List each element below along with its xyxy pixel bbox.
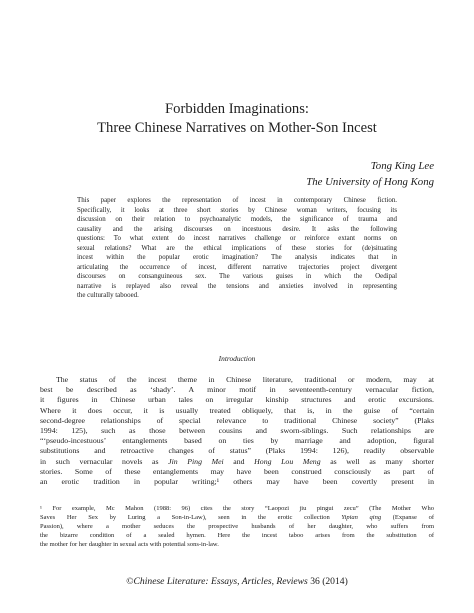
body-line: Where it does occur, it is usually treated obliquely, that is, in the guise of “certain	[40, 405, 434, 415]
abstract-line: discussion on their relation to psychoanalytic models, the significance of trauma and	[77, 216, 397, 223]
body-line: The status of the incest theme in Chinese literature, traditional or modern, may at	[56, 375, 434, 384]
novel-title-hong-lou-meng: Hong Lou Meng	[254, 456, 321, 466]
journal-name: Chinese Literature: Essays, Articles, Reviews	[133, 576, 308, 587]
copyright-symbol: ©	[126, 576, 134, 587]
abstract-line: incest within the popular erotic imagination? The analysis indicates that in	[77, 254, 397, 261]
body-line-text: as well as many shorter	[320, 456, 434, 466]
body-line: stories. Some of these entanglements may have been construed consciously as part of	[40, 466, 434, 476]
abstract-line: questions: To what extent do incest narratives challenge or reinforce extant norms on	[77, 235, 397, 242]
body-line: second-degree relationships of special relevance to traditional Chinese society” (Plaks	[40, 415, 434, 425]
footnote-text: Saves Her Sex by Luring a Son-in-Law), seen in the erotic collection	[40, 513, 342, 521]
footnote-line: the mother for her daughter in sexual acts with potential sons-in-law.	[40, 540, 219, 548]
abstract-line: the culturally tabooed.	[77, 292, 139, 299]
paper-title	[0, 100, 474, 138]
abstract-line: articulating the occurrence of incest, different narrative trajectories project divergent	[77, 263, 397, 271]
body-line	[40, 457, 434, 467]
abstract-line: This paper explores the representation of incest in contemporary Chinese fiction.	[77, 197, 397, 204]
footnote-line: Passion), where a mother seduces the prospective husbands of her daughter, who suffers from	[40, 522, 434, 530]
body-line-text: and	[223, 456, 255, 466]
section-heading: Introduction	[218, 354, 256, 363]
body-line: substitutions and retroactive changes of status” (Plaks 1994: 126), readily observable	[40, 446, 434, 456]
body-line-text: in such vernacular novels as	[40, 456, 169, 466]
journal-footer	[0, 576, 474, 587]
journal-volume: 36 (2014)	[307, 576, 348, 587]
abstract-line: causality and the arising discourses on incestuous desire. It asks the following	[77, 225, 397, 233]
body-line: best be described as ‘shady’. A minor motif in seventeenth-century vernacular fiction,	[40, 385, 434, 395]
footnote	[40, 505, 434, 550]
title-line-2: Three Chinese Narratives on Mother-Son Incest	[97, 120, 377, 136]
footnote-line: ¹ For example, Mc Mahon (1988: 96) cites the story “Laopozi jiu pingui zecu” (The Mother Who	[40, 505, 434, 512]
author-block	[306, 158, 434, 190]
body-line: an erotic tradition in popular writing;¹ others may have been covertly present in	[40, 477, 434, 487]
title-line-1: Forbidden Imaginations:	[165, 101, 309, 117]
body-line: it figures in Chinese urban tales on irregular kinship structures and erotic excursions.	[40, 395, 434, 405]
collection-title: Yipian qing	[341, 513, 382, 521]
author-affiliation: The University of Hong Kong	[306, 176, 434, 188]
body-line: “‘pseudo-incestuous’ entanglements based on ties by marriage and adoption, figural	[40, 436, 434, 446]
abstract-line: Specifically, it looks at three short stories by Chinese woman writers, focusing its	[77, 206, 397, 214]
footnote-line: the bizarre condition of a sealed hymen. Here the incest taboo arises from the substitution of	[40, 531, 434, 539]
novel-title-jin-ping-mei: Jin Ping Mei	[168, 456, 224, 466]
body-line: 1994: 125), such as those between cousins and sworn-siblings. Such relationships are	[40, 426, 434, 436]
abstract-line: sexual relations? What are the ethical implications of these stories for (de)situating	[77, 244, 397, 252]
abstract-line: narrative is replayed also reveal the tensions and anxieties involved in representing	[77, 282, 397, 290]
author-name: Tong King Lee	[370, 160, 434, 172]
abstract-line: discourses on consanguineous sex. The various guises in which the Oedipal	[77, 273, 397, 280]
abstract	[77, 196, 397, 301]
footnote-text: (Expanse of	[381, 513, 434, 521]
footnote-line	[40, 514, 434, 523]
body-text	[40, 375, 434, 487]
